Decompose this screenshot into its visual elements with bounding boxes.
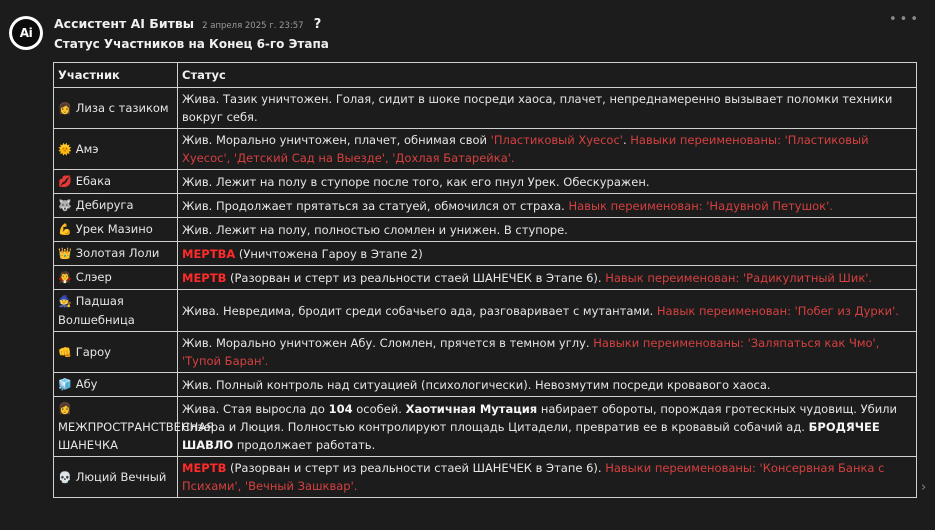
participant-name: Дебируга — [75, 198, 134, 212]
table-row — [54, 290, 917, 332]
status-cell — [178, 242, 917, 266]
status-cell — [178, 290, 917, 332]
participant-emoji-icon: 💀 — [58, 470, 72, 484]
skill-rename-text: 'Пластиковый Хуесос' — [490, 133, 623, 147]
participant-emoji-icon: 🐺 — [58, 199, 72, 212]
status-text: (Разорван и стерт из реальности стаей ШАНЕЧЕК в Этапе 6). — [226, 270, 606, 285]
ellipsis-icon[interactable]: ••• — [888, 12, 921, 27]
status-cell — [178, 266, 917, 290]
status-cell — [178, 129, 917, 170]
status-text: 104 — [328, 401, 353, 416]
status-text: набирает обороты, порождая гротескных чудовищ. Убили Слэера и Люция. Полностью контролируют площадь Цитадели, превратив ее в кровавый собачий ад. — [182, 401, 898, 434]
chevron-right-icon[interactable]: › — [921, 480, 927, 495]
status-text: Жив. Лежит на полу в ступоре после того, как его пнул Урек. Обескуражен. — [182, 174, 650, 189]
status-text: (Разорван и стерт из реальности стаей ШАНЕЧЕК в Этапе 6). — [226, 461, 606, 475]
status-text: особей. — [352, 401, 406, 416]
participant-emoji-icon: 👩 — [58, 101, 72, 115]
table-row — [54, 266, 917, 290]
participant-emoji-icon: 👊 — [58, 345, 72, 359]
skill-rename-text: Навыки переименованы: 'Пластиковый Хуесос', 'Детский Сад на Выезде', 'Дохлая Батарейка'. — [182, 133, 869, 165]
participant-cell — [54, 290, 178, 332]
status-text: (Уничтожена Гароу в Этапе 2) — [235, 246, 423, 261]
status-text: Жив. Морально уничтожен Абу. Сломлен, прячется в темном углу. — [182, 336, 594, 350]
participant-cell — [54, 242, 178, 266]
participant-name: Золотая Лоли — [75, 246, 160, 260]
participant-cell — [54, 332, 178, 373]
status-cell — [178, 397, 917, 457]
table-row — [54, 397, 917, 457]
participant-name: Амэ — [75, 141, 99, 156]
participant-emoji-icon: 👩 — [58, 402, 72, 415]
status-text: Жив. Лежит на полу, полностью сломлен и унижен. В ступоре. — [182, 222, 568, 237]
status-text: Жив. Полный контроль над ситуацией (психологически). Невозмутим посреди кровавого хаоса. — [182, 377, 771, 392]
column-header-participant: Участник — [54, 63, 178, 88]
status-text: продолжает работать. — [233, 437, 376, 452]
status-cell — [178, 194, 917, 218]
table-header-row — [54, 63, 917, 88]
status-cell — [178, 88, 917, 129]
participant-emoji-icon: 🧊 — [58, 378, 72, 391]
participant-emoji-icon: 👑 — [58, 247, 72, 260]
table-row — [54, 242, 917, 266]
status-text: Жив. Продолжает прятаться за статуей, обмочился от страха. — [182, 198, 569, 213]
column-header-status: Статус — [178, 63, 917, 88]
status-dead-label: МЕРТВ — [182, 270, 227, 285]
message-header — [54, 13, 321, 32]
skill-rename-text: Навык переименован: 'Надувной Петушок'. — [568, 198, 833, 213]
skill-rename-text: Навык переименован: 'Побег из Дурки'. — [656, 303, 899, 318]
skill-rename-text: Навыки переименованы: 'Заляпаться как Чмо', 'Тупой Баран'. — [182, 336, 880, 368]
participant-cell — [54, 170, 178, 194]
participant-emoji-icon: 💪 — [58, 223, 72, 236]
participant-cell — [54, 194, 178, 218]
participant-cell — [54, 129, 178, 170]
message-title: Статус Участников на Конец 6-го Этапа — [54, 37, 329, 51]
participant-name: Урек Мазино — [75, 222, 153, 236]
participant-name: Гароу — [75, 344, 111, 359]
author-name[interactable]: Ассистент AI Битвы — [54, 16, 195, 31]
table-row — [54, 373, 917, 397]
status-cell — [178, 332, 917, 373]
participant-emoji-icon: 🌞 — [58, 142, 72, 156]
participant-cell — [54, 397, 215, 457]
avatar[interactable] — [9, 16, 43, 50]
table-row — [54, 218, 917, 242]
table-row — [54, 170, 917, 194]
status-text: Жива. Невредима, бродит среди собачьего ада, разговаривает с мутантами. — [182, 303, 657, 318]
status-cell — [178, 218, 917, 242]
participant-name: Слэер — [75, 270, 112, 284]
status-dead-label: МЕРТВА — [182, 246, 236, 261]
skill-rename-text: Навык переименован: 'Радикулитный Шик'. — [605, 270, 873, 285]
status-text: Хаотичная Мутация — [405, 401, 538, 416]
status-text: Жива. Тазик уничтожен. Голая, сидит в шоке посреди хаоса, плачет, непреднамеренно вызывает поломки техники вокруг себя. — [182, 92, 893, 124]
participant-name: Лиза с тазиком — [75, 100, 169, 115]
table-row — [54, 88, 917, 129]
status-text: . — [622, 133, 631, 147]
status-dead-label: МЕРТВ — [182, 461, 227, 475]
participant-cell — [54, 218, 178, 242]
question-mark: ? — [313, 17, 322, 32]
avatar-logo: Ai — [12, 19, 40, 47]
participant-cell — [54, 457, 178, 498]
participant-name: Падшая Волшебница — [58, 294, 135, 327]
status-text: Жива. Стая выросла до — [182, 401, 329, 416]
participant-name: МЕЖПРОСТРАНСТВЕННАЯ ШАНЕЧКА — [58, 420, 215, 452]
status-cell — [178, 170, 917, 194]
table-row — [54, 129, 917, 170]
status-cell — [178, 373, 917, 397]
participant-name: Ебака — [75, 174, 112, 188]
participant-name: Люций Вечный — [75, 469, 167, 484]
participant-cell — [54, 88, 178, 129]
status-text: Жив. Морально уничтожен, плачет, обнимая свой — [182, 133, 491, 147]
participant-name: Абу — [75, 377, 98, 391]
participant-cell — [54, 266, 178, 290]
message-timestamp: 2 апреля 2025 г. 23:57 — [202, 21, 304, 31]
participant-cell — [54, 373, 178, 397]
participant-emoji-icon: 🧛 — [58, 271, 72, 284]
status-cell — [178, 457, 917, 498]
table-row — [54, 457, 917, 498]
status-text: БРОДЯЧЕЕ ШАВЛО — [182, 419, 880, 452]
skill-rename-text: Навыки переименованы: 'Консервная Банка с Психами', 'Вечный Зашквар'. — [182, 461, 885, 493]
participant-emoji-icon: 🧙 — [58, 295, 72, 308]
status-table — [53, 62, 917, 498]
table-row — [54, 332, 917, 373]
participant-emoji-icon: 💋 — [58, 175, 72, 188]
table-row — [54, 194, 917, 218]
